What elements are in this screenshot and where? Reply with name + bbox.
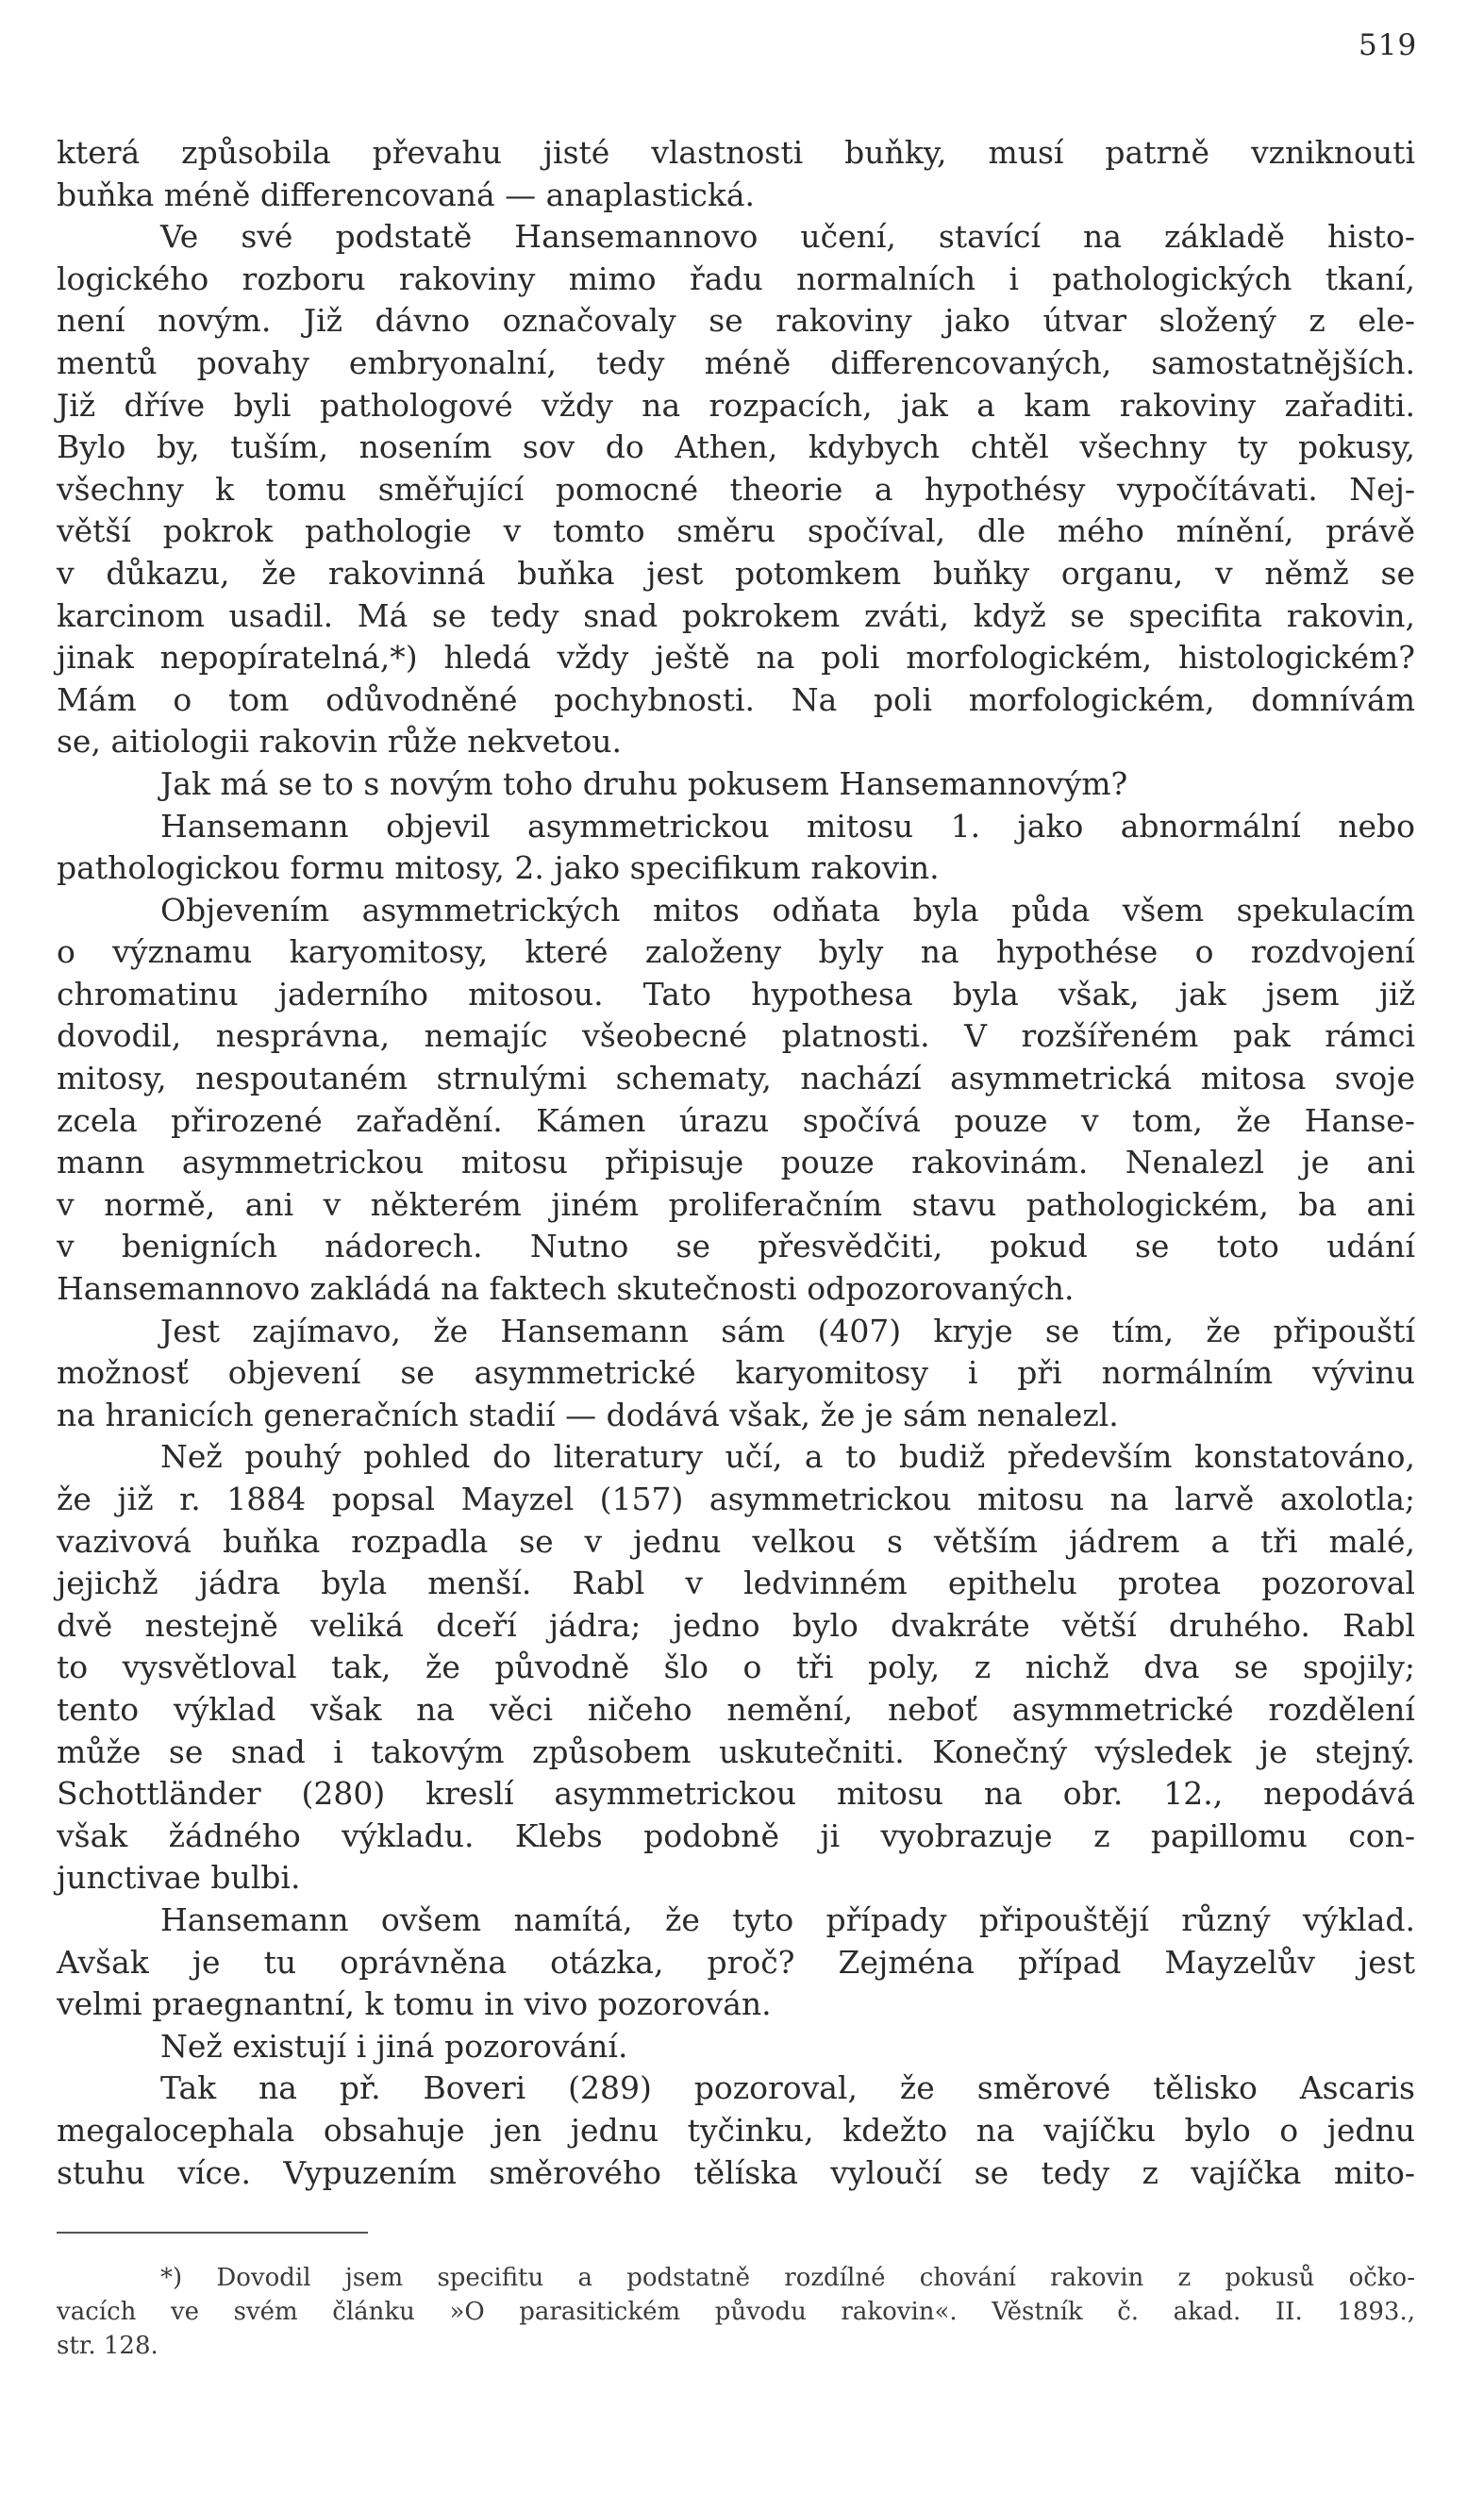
text-line: stuhu více. Vypuzením směrového tělíska vyloučí se tedy z vajíčka mito- xyxy=(57,2153,1415,2191)
text-line: však žádného výkladu. Klebs podobně ji vyobrazuje z papillomu con- xyxy=(57,1816,1415,1854)
footnote-line: vacích ve svém článku »O parasitickém původu rakovin«. Věstník č. akad. II. 1893., xyxy=(57,2298,1415,2326)
text-line: dovodil, nesprávna, nemajíc všeobecné platnosti. V rozšířeném pak rámci xyxy=(57,1017,1415,1055)
footnote-line: *) Dovodil jsem specifitu a podstatně rozdílné chování rakovin z pokusů očko- xyxy=(160,2264,1415,2292)
text-line: Hansemann objevil asymmetrickou mitosu 1. jako abnormální nebo xyxy=(160,807,1415,845)
text-line: zcela přirozené zařadění. Kámen úrazu spočívá pouze v tom, že Hanse- xyxy=(57,1101,1415,1139)
text-line: dvě nestejně veliká dceří jádra; jedno bylo dvakráte větší druhého. Rabl xyxy=(57,1606,1415,1644)
text-line: vazivová buňka rozpadla se v jednu velkou s větším jádrem a tři malé, xyxy=(57,1522,1415,1560)
text-line: Již dříve byli pathologové vždy na rozpacích, jak a kam rakoviny zařaditi. xyxy=(57,386,1415,424)
text-line: může se snad i takovým způsobem uskutečniti. Konečný výsledek je stejný. xyxy=(57,1732,1415,1770)
text-line: Bylo by, tuším, nosením sov do Athen, kdybych chtěl všechny ty pokusy, xyxy=(57,428,1415,466)
text-line: Avšak je tu oprávněna otázka, proč? Zejména případ Mayzelův jest xyxy=(57,1943,1415,1981)
text-line: Hansemannovo zakládá na faktech skutečnosti odpozorovaných. xyxy=(57,1270,1075,1308)
footnote-line: str. 128. xyxy=(57,2332,158,2360)
text-line: pathologickou formu mitosy, 2. jako specifikum rakovin. xyxy=(57,849,940,887)
text-line: možnosť objevení se asymmetrické karyomitosy i při normálním vývinu xyxy=(57,1354,1415,1392)
footnote-divider xyxy=(57,2232,368,2234)
text-line: v benigních nádorech. Nutno se přesvědčiti, pokud se toto udání xyxy=(57,1228,1415,1265)
text-line: všechny k tomu směřující pomocné theorie a hypothésy vypočítávati. Nej- xyxy=(57,470,1415,508)
footnote xyxy=(57,2261,1415,2363)
text-line: že již r. 1884 popsal Mayzel (157) asymmetrickou mitosu na larvě axolotla; xyxy=(57,1481,1415,1517)
text-line: mitosy, nespoutaném strnulými schematy, nachází asymmetrická mitosa svoje xyxy=(57,1060,1415,1097)
text-line: chromatinu jaderního mitosou. Tato hypothesa byla však, jak jsem již xyxy=(57,975,1415,1013)
text-line: junctivae bulbi. xyxy=(57,1859,301,1897)
text-line: mentů povahy embryonalní, tedy méně differencovaných, samostatnějších. xyxy=(57,343,1415,381)
text-line: která způsobila převahu jisté vlastnosti buňky, musí patrně vzniknouti xyxy=(57,134,1415,171)
text-line: mann asymmetrickou mitosu připisuje pouze rakovinám. Nenalezl je ani xyxy=(57,1144,1415,1181)
text-line: větší pokrok pathologie v tomto směru spočíval, dle mého mínění, právě xyxy=(57,512,1415,550)
text-line: jinak nepopíratelná,*) hledá vždy ještě na poli morfologickém, histologickém? xyxy=(57,639,1415,677)
text-line: v normě, ani v některém jiném proliferačním stavu pathologickém, ba ani xyxy=(57,1185,1415,1223)
text-line: jejichž jádra byla menší. Rabl v ledvinném epithelu protea pozoroval xyxy=(57,1565,1415,1602)
text-line: Než existují i jiná pozorování. xyxy=(160,2027,628,2065)
text-line: Jest zajímavo, že Hansemann sám (407) kryje se tím, že připouští xyxy=(160,1312,1415,1349)
text-line: Než pouhý pohled do literatury učí, a to budiž především konstatováno, xyxy=(160,1438,1415,1476)
text-line: to vysvětloval tak, že původně šlo o tři poly, z nichž dva se spojily; xyxy=(57,1649,1415,1686)
page-number: 519 xyxy=(1359,28,1418,62)
text-line: v důkazu, že rakovinná buňka jest potomkem buňky organu, v němž se xyxy=(57,554,1415,592)
text-line: se, aitiologii rakovin růže nekvetou. xyxy=(57,723,623,761)
text-line: Ve své podstatě Hansemannovo učení, stavící na základě histo- xyxy=(160,218,1415,256)
text-line: megalocephala obsahuje jen jednu tyčinku, kdežto na vajíčku bylo o jednu xyxy=(57,2111,1415,2149)
text-line: Hansemann ovšem namítá, že tyto případy připouštějí různý výklad. xyxy=(160,1900,1415,1938)
text-line: Tak na př. Boveri (289) pozoroval, že směrové tělisko Ascaris xyxy=(160,2069,1415,2107)
text-line: Objevením asymmetrických mitos odňata byla půda všem spekulacím xyxy=(160,891,1415,929)
text-line: na hranicích generačních stadií — dodává však, že je sám nenalezl. xyxy=(57,1396,1119,1433)
text-line: není novým. Již dávno označovaly se rakoviny jako útvar složený z ele- xyxy=(57,302,1415,340)
text-line: Jak má se to s novým toho druhu pokusem Hansemannovým? xyxy=(160,764,1128,802)
body-text xyxy=(57,132,1415,2194)
text-line: velmi praegnantní, k tomu in vivo pozorován. xyxy=(57,1985,772,2023)
text-line: Schottländer (280) kreslí asymmetrickou mitosu na obr. 12., nepodává xyxy=(57,1775,1415,1813)
text-line: buňka méně differencovaná — anaplastická. xyxy=(57,176,756,213)
text-line: Mám o tom odůvodněné pochybnosti. Na poli morfologickém, domnívám xyxy=(57,680,1415,718)
text-line: logického rozboru rakoviny mimo řadu normalních i pathologických tkaní, xyxy=(57,259,1415,297)
text-line: karcinom usadil. Má se tedy snad pokrokem zváti, když se specifita rakovin, xyxy=(57,596,1415,634)
text-line: tento výklad však na věci ničeho nemění, neboť asymmetrické rozdělení xyxy=(57,1690,1415,1728)
text-line: o významu karyomitosy, které založeny byly na hypothése o rozdvojení xyxy=(57,933,1415,971)
